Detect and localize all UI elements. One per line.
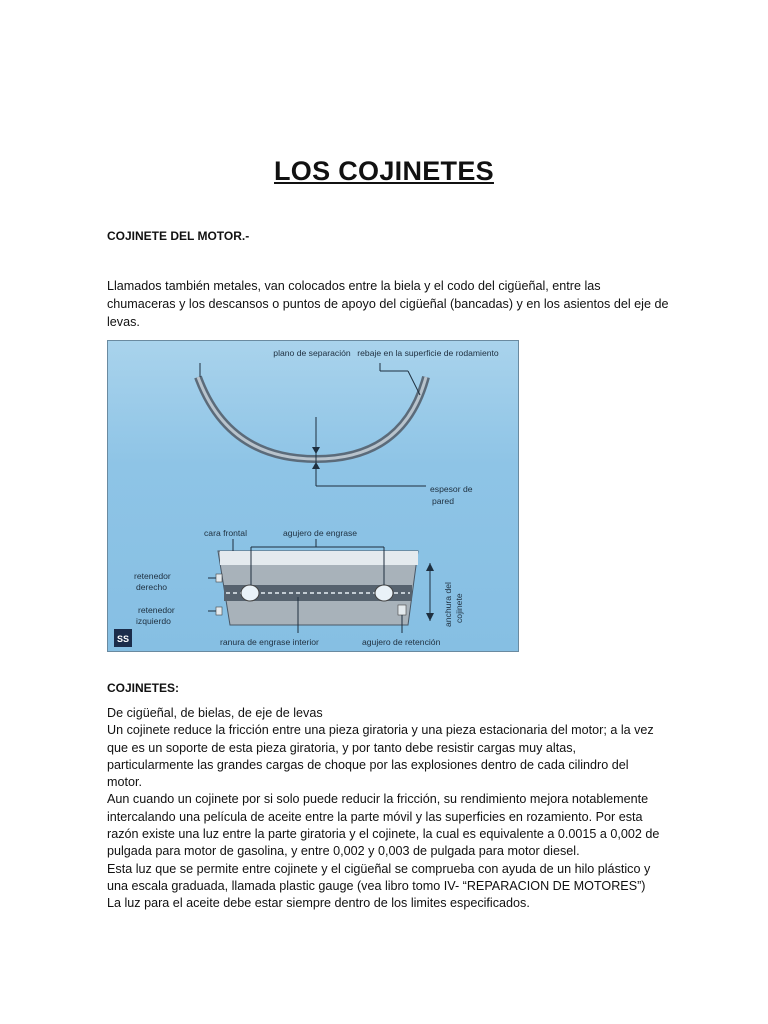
label-retenedor-derecho-1: retenedor xyxy=(134,571,171,581)
oil-hole-left xyxy=(241,585,259,601)
paragraph-line: De cigüeñal, de bielas, de eje de levas xyxy=(107,706,323,720)
label-anchura-1: anchura del xyxy=(443,582,453,627)
paragraph-line: levas. xyxy=(107,315,140,329)
paragraph-line: pulgada para motor de gasolina, y entre 0,002 y 0,003 de pulgada para motor diesel. xyxy=(107,844,580,859)
paragraph-line: Aun cuando un cojinete por si solo puede reducir la fricción, su rendimiento mejora notablemente xyxy=(107,792,649,807)
paragraph-line: razón existe una luz entre la parte giratoria y el cojinete, la cual es equivalente a 0.0015 a 0,002 de xyxy=(107,827,660,842)
oil-hole-right xyxy=(375,585,393,601)
retainer-left xyxy=(216,607,222,615)
thickness-arrow-up xyxy=(312,462,320,469)
paragraph-line: que es un soporte de esta pieza giratoria, y por tanto debe resistir cargas muy altas, xyxy=(107,740,577,755)
section-heading-cojinete-motor: COJINETE DEL MOTOR.- xyxy=(107,229,250,243)
paragraph-line: Un cojinete reduce la fricción entre una pieza giratoria y una pieza estacionaria del motor; a la vez xyxy=(107,723,654,738)
section-heading-cojinetes: COJINETES: xyxy=(107,681,180,695)
paragraph-line: Esta luz que se permite entre cojinete y el cigüeñal se comprueba con ayuda de un hilo plástico y xyxy=(107,861,651,876)
paragraph-intro xyxy=(107,277,667,331)
retention-hole xyxy=(398,605,406,615)
paragraph-line: motor. xyxy=(107,775,142,790)
paragraph-line: una escala graduada, llamada plastic gauge (vea libro tomo IV- “REPARACION DE MOTORES”) xyxy=(107,878,646,893)
thickness-arrow-down xyxy=(312,447,320,454)
bearing-half-shell xyxy=(198,377,426,459)
label-espesor-1: espesor de xyxy=(430,484,473,494)
paragraph-cojinetes xyxy=(107,705,667,913)
paragraph-line: intercalando una película de aceite entre la parte móvil y las superficies en rozamiento. Por esta xyxy=(107,809,643,824)
label-ranura-engrase: ranura de engrase interior xyxy=(220,637,319,647)
label-retenedor-izquierdo-2: izquierdo xyxy=(136,616,171,626)
width-arrow-bottom xyxy=(426,613,434,621)
paragraph-line: particularmente las grandes cargas de choque por las explosiones dentro de cada cilindro del xyxy=(107,757,629,772)
publisher-logo-text: SS xyxy=(116,634,130,644)
paragraph-line: Llamados también metales, van colocados entre la biela y el codo del cigüeñal, entre las xyxy=(107,279,601,293)
label-espesor-2: pared xyxy=(432,496,454,506)
retainer-right xyxy=(216,574,222,582)
width-arrow-top xyxy=(426,563,434,571)
label-retenedor-izquierdo-1: retenedor xyxy=(138,605,175,615)
label-retenedor-derecho-2: derecho xyxy=(136,582,168,592)
label-cara-frontal: cara frontal xyxy=(204,528,247,538)
paragraph-line: La luz para el aceite debe estar siempre dentro de los limites especificados. xyxy=(107,896,530,911)
label-rebaje: rebaje en la superficie de rodamiento xyxy=(357,348,499,358)
label-agujero-engrase: agujero de engrase xyxy=(283,528,358,538)
label-anchura-2: cojinete xyxy=(454,593,464,623)
label-plano: plano de separación xyxy=(273,348,351,358)
paragraph-line: chumaceras y los descansos o puntos de apoyo del cigüeñal (bancadas) y en los asientos del eje de xyxy=(107,297,669,311)
bearing-top-rim xyxy=(220,551,418,565)
bearing-diagram xyxy=(107,340,519,652)
label-agujero-retencion: agujero de retención xyxy=(362,637,441,647)
leader-line-rebaje-3 xyxy=(408,371,420,395)
page-title: LOS COJINETES xyxy=(274,156,494,186)
bearing-shell-highlight xyxy=(198,377,426,459)
